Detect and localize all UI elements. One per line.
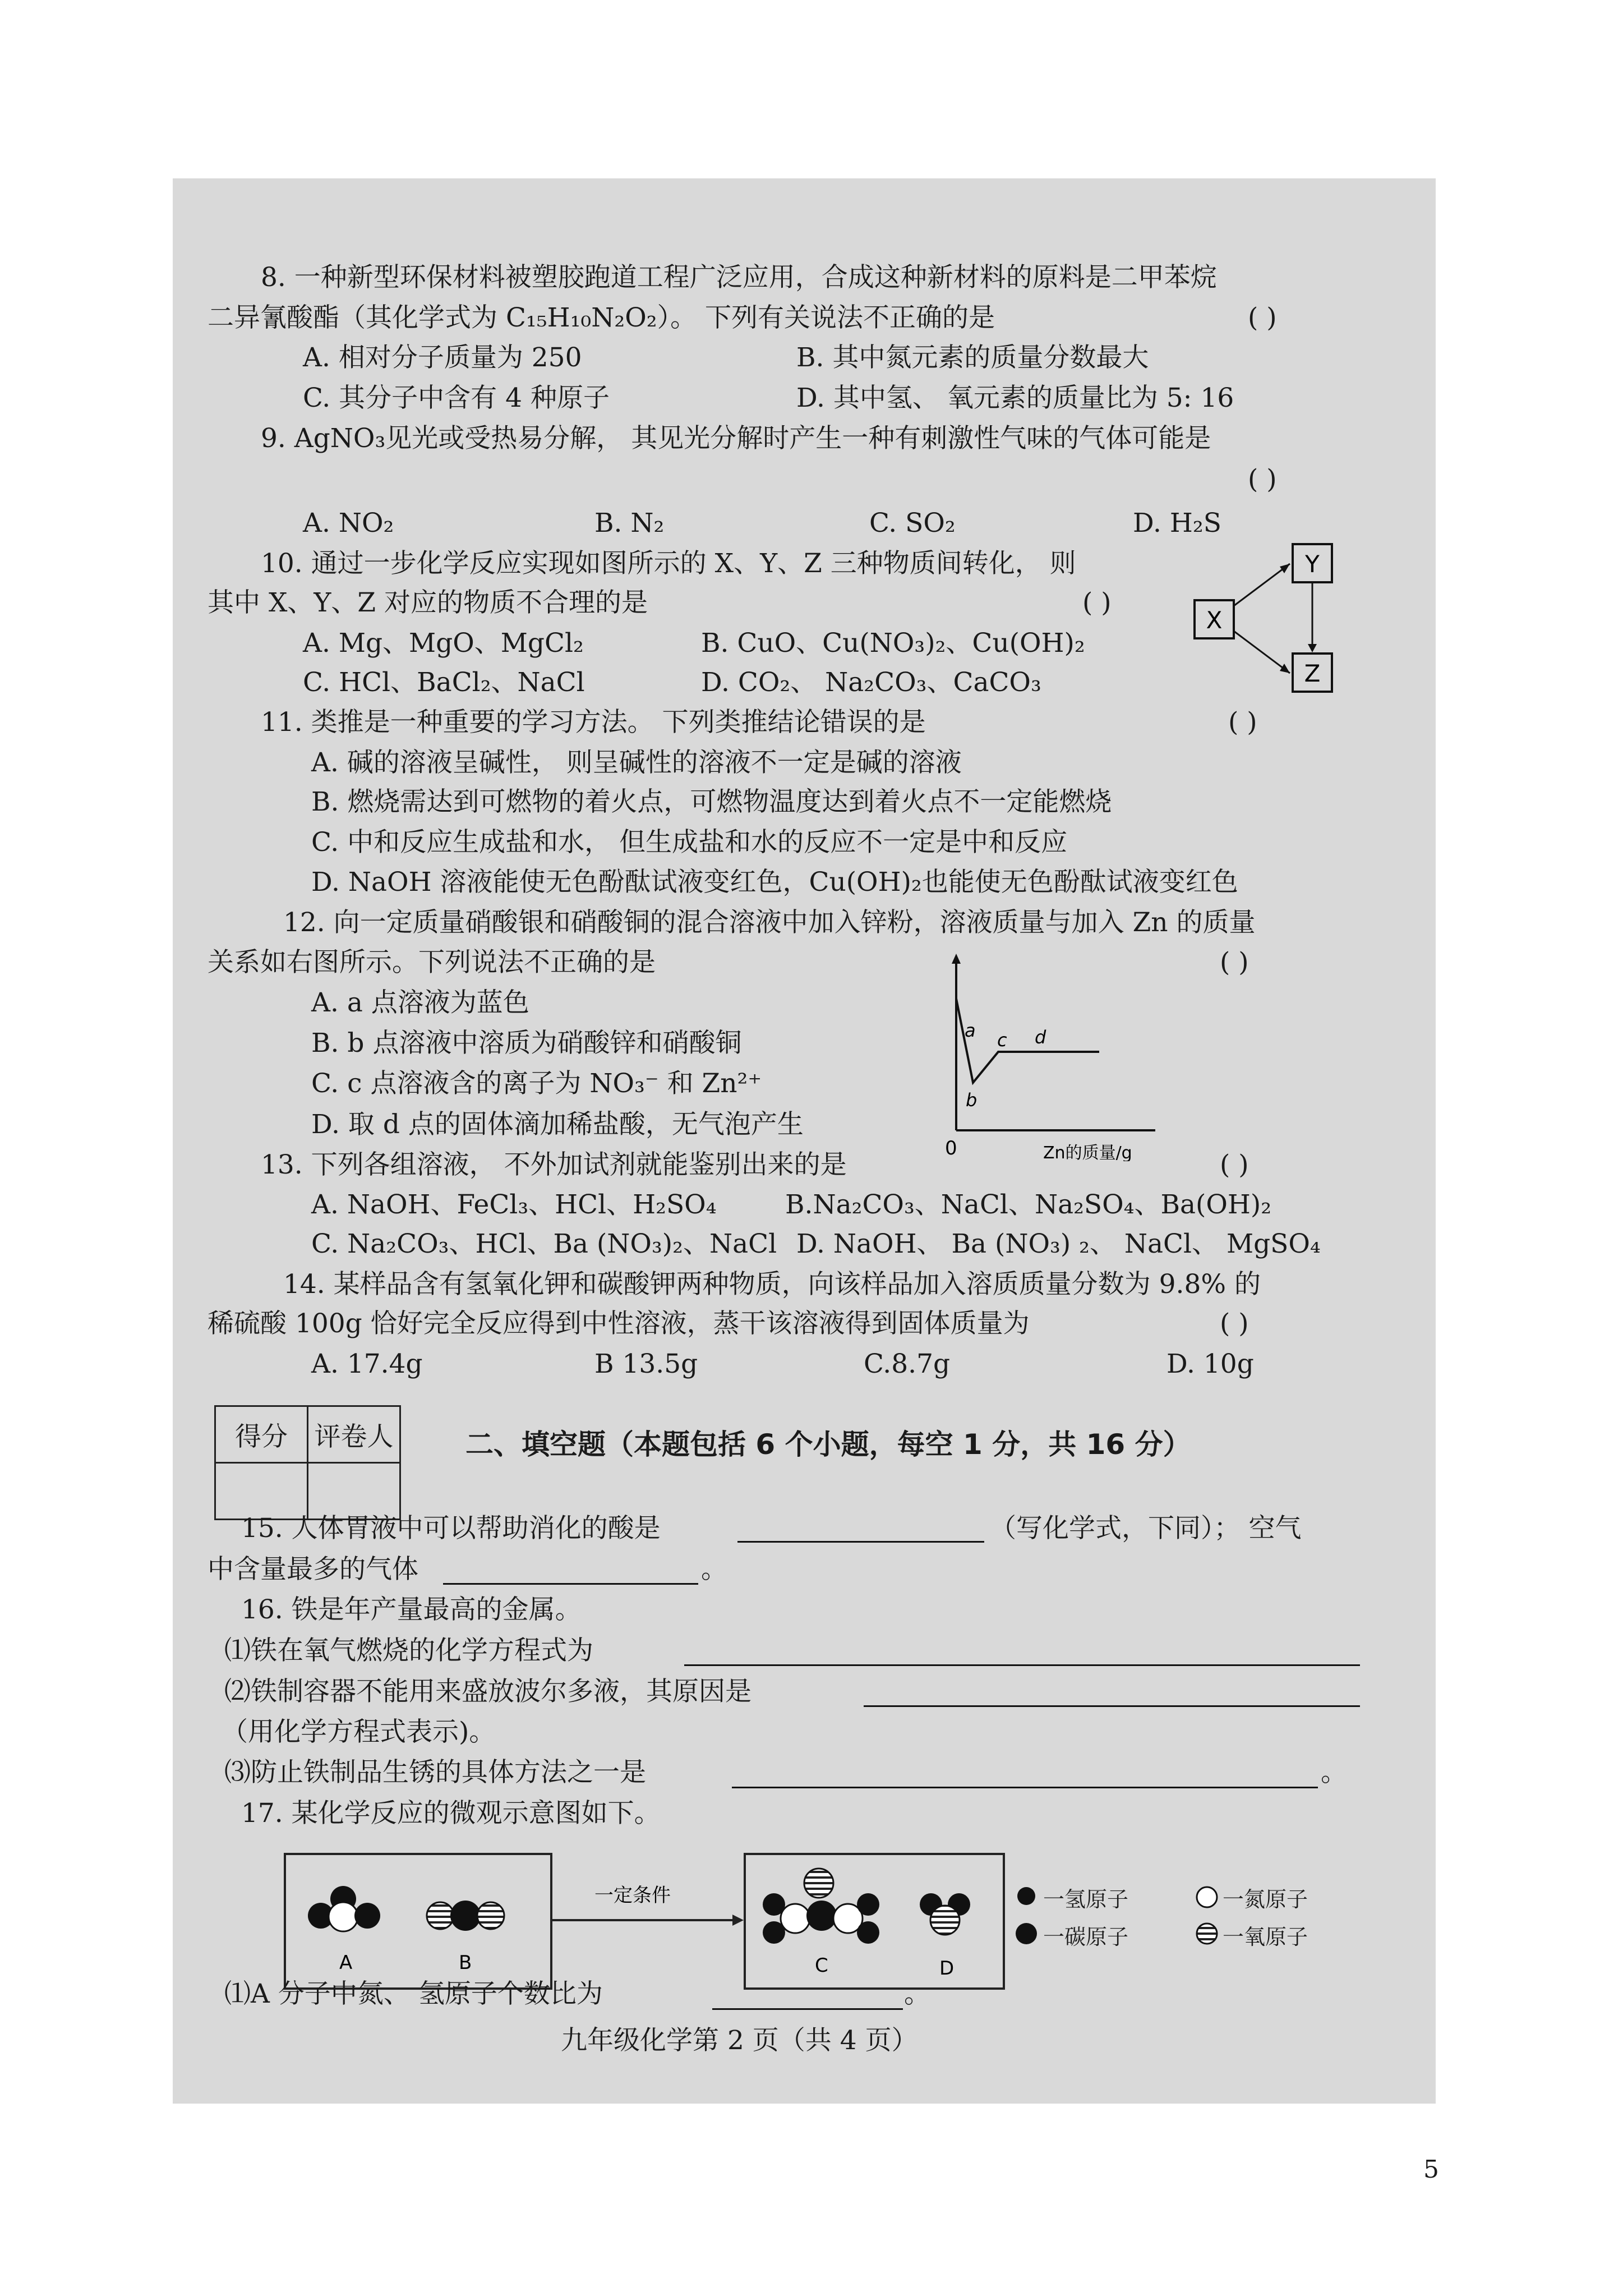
q10-option-d: D. CO₂、 Na₂CO₃、CaCO₃ [701,667,1041,698]
q17-line1: 17. 某化学反应的微观示意图如下。 [241,1798,661,1829]
grader-header: 评卷人 [308,1406,400,1463]
molecule-b-o2 [477,1902,504,1929]
molecule-c-n1 [781,1904,810,1933]
label-y: Y [1305,550,1320,578]
q10-line2: 其中 X、Y、Z 对应的物质不合理的是 [208,587,648,618]
q11-option-d: D. NaOH 溶液能使无色酚酞试液变红色，Cu(OH)₂也能使无色酚酞试液变红色 [311,867,1238,898]
point-c: c [997,1029,1007,1051]
q11-option-a: A. 碱的溶液呈碱性， 则呈碱性的溶液不一定是碱的溶液 [311,747,962,778]
q11-paren: ( ) [1228,707,1257,738]
q14-option-c: C.8.7g [864,1349,951,1379]
q8-option-d: D. 其中氢、 氧元素的质量比为 5: 16 [796,383,1234,413]
score-cell[interactable] [215,1463,308,1520]
q10-paren: ( ) [1082,587,1112,618]
q13-line1: 13. 下列各组溶液， 不外加试剂就能鉴别出来的是 [261,1149,847,1180]
q14-paren: ( ) [1220,1308,1249,1339]
q13-option-c: C. Na₂CO₃、HCl、Ba (NO₃)₂、NaCl [311,1228,777,1259]
q10-option-c: C. HCl、BaCl₂、NaCl [303,667,585,698]
reaction-condition: 一定条件 [594,1884,671,1907]
q11-option-c: C. 中和反应生成盐和水， 但生成盐和水的反应不一定是中和反应 [311,827,1068,858]
page-footer: 九年级化学第 2 页（共 4 页） [561,2025,918,2056]
q14-option-d: D. 10g [1166,1349,1254,1379]
q16-sub3: ⑶防止铁制品生锈的具体方法之一是 [224,1757,646,1788]
q8-line2: 二异氰酸酯（其化学式为 C₁₅H₁₀N₂O₂）。 下列有关说法不正确的是 [208,302,995,333]
q17-sub1-end: 。 [904,1978,930,2009]
q10-option-b: B. CuO、Cu(NO₃)₂、Cu(OH)₂ [701,628,1085,659]
legend-h-symbol [1015,1885,1038,1907]
arrow-x-to-z [1234,631,1290,673]
q8-option-a: A. 相对分子质量为 250 [303,342,582,373]
q15-line2b: 。 [701,1554,727,1585]
solution-mass-graph [931,948,1166,1161]
q16-sub2b: （用化学方程式表示)。 [222,1717,496,1747]
q9-option-c: C. SO₂ [869,508,956,539]
q17-blank1[interactable] [712,2008,903,2010]
q16-sub1: ⑴铁在氧气燃烧的化学方程式为 [224,1635,593,1666]
molecule-a-h3 [354,1903,380,1929]
molecule-b-o1 [427,1902,454,1929]
molecule-a-n [329,1902,358,1931]
arrowhead-x-to-y [1280,564,1290,573]
reaction-arrowhead [732,1915,744,1926]
q12-option-b: B. b 点溶液中溶质为硝酸锌和硝酸铜 [311,1028,742,1059]
q9-line1: 9. AgNO₃见光或受热易分解， 其见光分解时产生一种有刺激性气味的气体可能是 [261,423,1211,454]
q12-line2: 关系如右图所示。下列说法不正确的是 [208,947,656,978]
molecule-c-h3 [857,1893,879,1916]
q8-option-c: C. 其分子中含有 4 种原子 [303,383,610,413]
q15-line2a: 中含量最多的气体 [208,1554,418,1585]
legend-c-symbol [1014,1921,1039,1946]
q16-sub3-end: 。 [1321,1757,1347,1788]
label-a: A [339,1952,353,1974]
q14-option-a: A. 17.4g [311,1349,423,1379]
q9-option-a: A. NO₂ [303,508,394,539]
q16-blank2[interactable] [864,1705,1360,1707]
legend-o-symbol [1195,1921,1219,1946]
q14-line1: 14. 某样品含有氢氧化钾和碳酸钾两种物质，向该样品加入溶质质量分数为 9.8% 的 [283,1269,1261,1300]
y-axis-arrow [952,954,961,964]
q8-line1: 8. 一种新型环保材料被塑胶跑道工程广泛应用，合成这种新材料的原料是二甲苯烷 [261,262,1217,293]
molecule-d-o [930,1906,960,1935]
arrowhead-y-to-z [1308,644,1317,652]
q9-option-b: B. N₂ [594,508,665,539]
q17-sub1: ⑴A 分子中氮、 氢原子个数比为 [224,1978,603,2009]
point-a: a [965,1020,976,1041]
q11-option-b: B. 燃烧需达到可燃物的着火点，可燃物温度达到着火点不一定能燃烧 [311,786,1112,817]
molecule-c-o [804,1869,833,1898]
section2-title: 二、填空题（本题包括 6 个小题，每空 1 分，共 16 分） [465,1428,1191,1461]
score-table [214,1405,401,1520]
q14-line2: 稀硫酸 100g 恰好完全反应得到中性溶液，蒸干该溶液得到固体质量为 [208,1308,1030,1339]
label-c: C [815,1954,828,1977]
label-b: B [459,1952,472,1974]
q12-option-a: A. a 点溶液为蓝色 [311,987,529,1018]
point-b: b [966,1089,978,1111]
molecule-c-c [806,1901,837,1931]
label-x: X [1206,606,1223,634]
mass-curve [956,999,1099,1083]
legend-o-label: 一氧原子 [1223,1925,1308,1949]
q12-line1: 12. 向一定质量硝酸银和硝酸铜的混合溶液中加入锌粉，溶液质量与加入 Zn 的质量 [283,907,1256,938]
q8-option-b: B. 其中氮元素的质量分数最大 [796,342,1149,373]
q12-paren: ( ) [1220,947,1249,978]
q16-line1: 16. 铁是年产量最高的金属。 [241,1594,582,1625]
xyz-conversion-diagram [1189,539,1357,701]
score-header: 得分 [215,1406,308,1463]
q12-option-d: D. 取 d 点的固体滴加稀盐酸，无气泡产生 [311,1109,804,1140]
legend-h-label: 一氢原子 [1043,1887,1129,1912]
molecule-c-h4 [857,1921,879,1944]
q10-option-a: A. Mg、MgO、MgCl₂ [303,628,584,659]
q15-part1: 15. 人体胃液中可以帮助消化的酸是 [241,1513,661,1544]
arrow-x-to-y [1234,564,1290,606]
point-d: d [1035,1027,1046,1048]
q15-blank1[interactable] [737,1541,984,1543]
q14-option-b: B 13.5g [594,1349,698,1379]
q13-paren: ( ) [1220,1149,1249,1180]
arrowhead-x-to-z [1280,664,1290,673]
q13-option-d: D. NaOH、 Ba (NO₃) ₂、 NaCl、 MgSO₄ [796,1228,1321,1259]
q8-paren: ( ) [1248,302,1277,333]
q11-line1: 11. 类推是一种重要的学习方法。 下列类推结论错误的是 [261,707,926,738]
legend-c-label: 一碳原子 [1043,1925,1129,1949]
q13-option-b: B.Na₂CO₃、NaCl、Na₂SO₄、Ba(OH)₂ [785,1189,1272,1220]
q15-part2: （写化学式，下同）； 空气 [990,1513,1302,1544]
legend-n-symbol [1195,1885,1219,1910]
origin-label: 0 [945,1137,957,1159]
legend-n-label: 一氮原子 [1223,1887,1308,1912]
q16-blank1[interactable] [684,1664,1360,1666]
q10-line1: 10. 通过一步化学反应实现如图所示的 X、Y、Z 三种物质间转化， 则 [261,548,1076,579]
q15-blank2[interactable] [443,1583,698,1585]
q16-sub2: ⑵铁制容器不能用来盛放波尔多液，其原因是 [224,1676,751,1707]
label-d: D [939,1957,955,1980]
molecule-b-c [450,1901,481,1931]
grader-cell[interactable] [308,1463,400,1520]
q16-blank3[interactable] [732,1787,1318,1788]
q9-paren: ( ) [1248,464,1277,495]
q12-option-c: C. c 点溶液含的离子为 NO₃⁻ 和 Zn²⁺ [311,1068,762,1099]
q9-option-d: D. H₂S [1133,508,1221,539]
label-z: Z [1304,660,1321,687]
page-number: 5 [1423,2155,1439,2184]
x-axis-label: Zn的质量/g [1043,1143,1132,1161]
q13-option-a: A. NaOH、FeCl₃、HCl、H₂SO₄ [311,1189,717,1220]
